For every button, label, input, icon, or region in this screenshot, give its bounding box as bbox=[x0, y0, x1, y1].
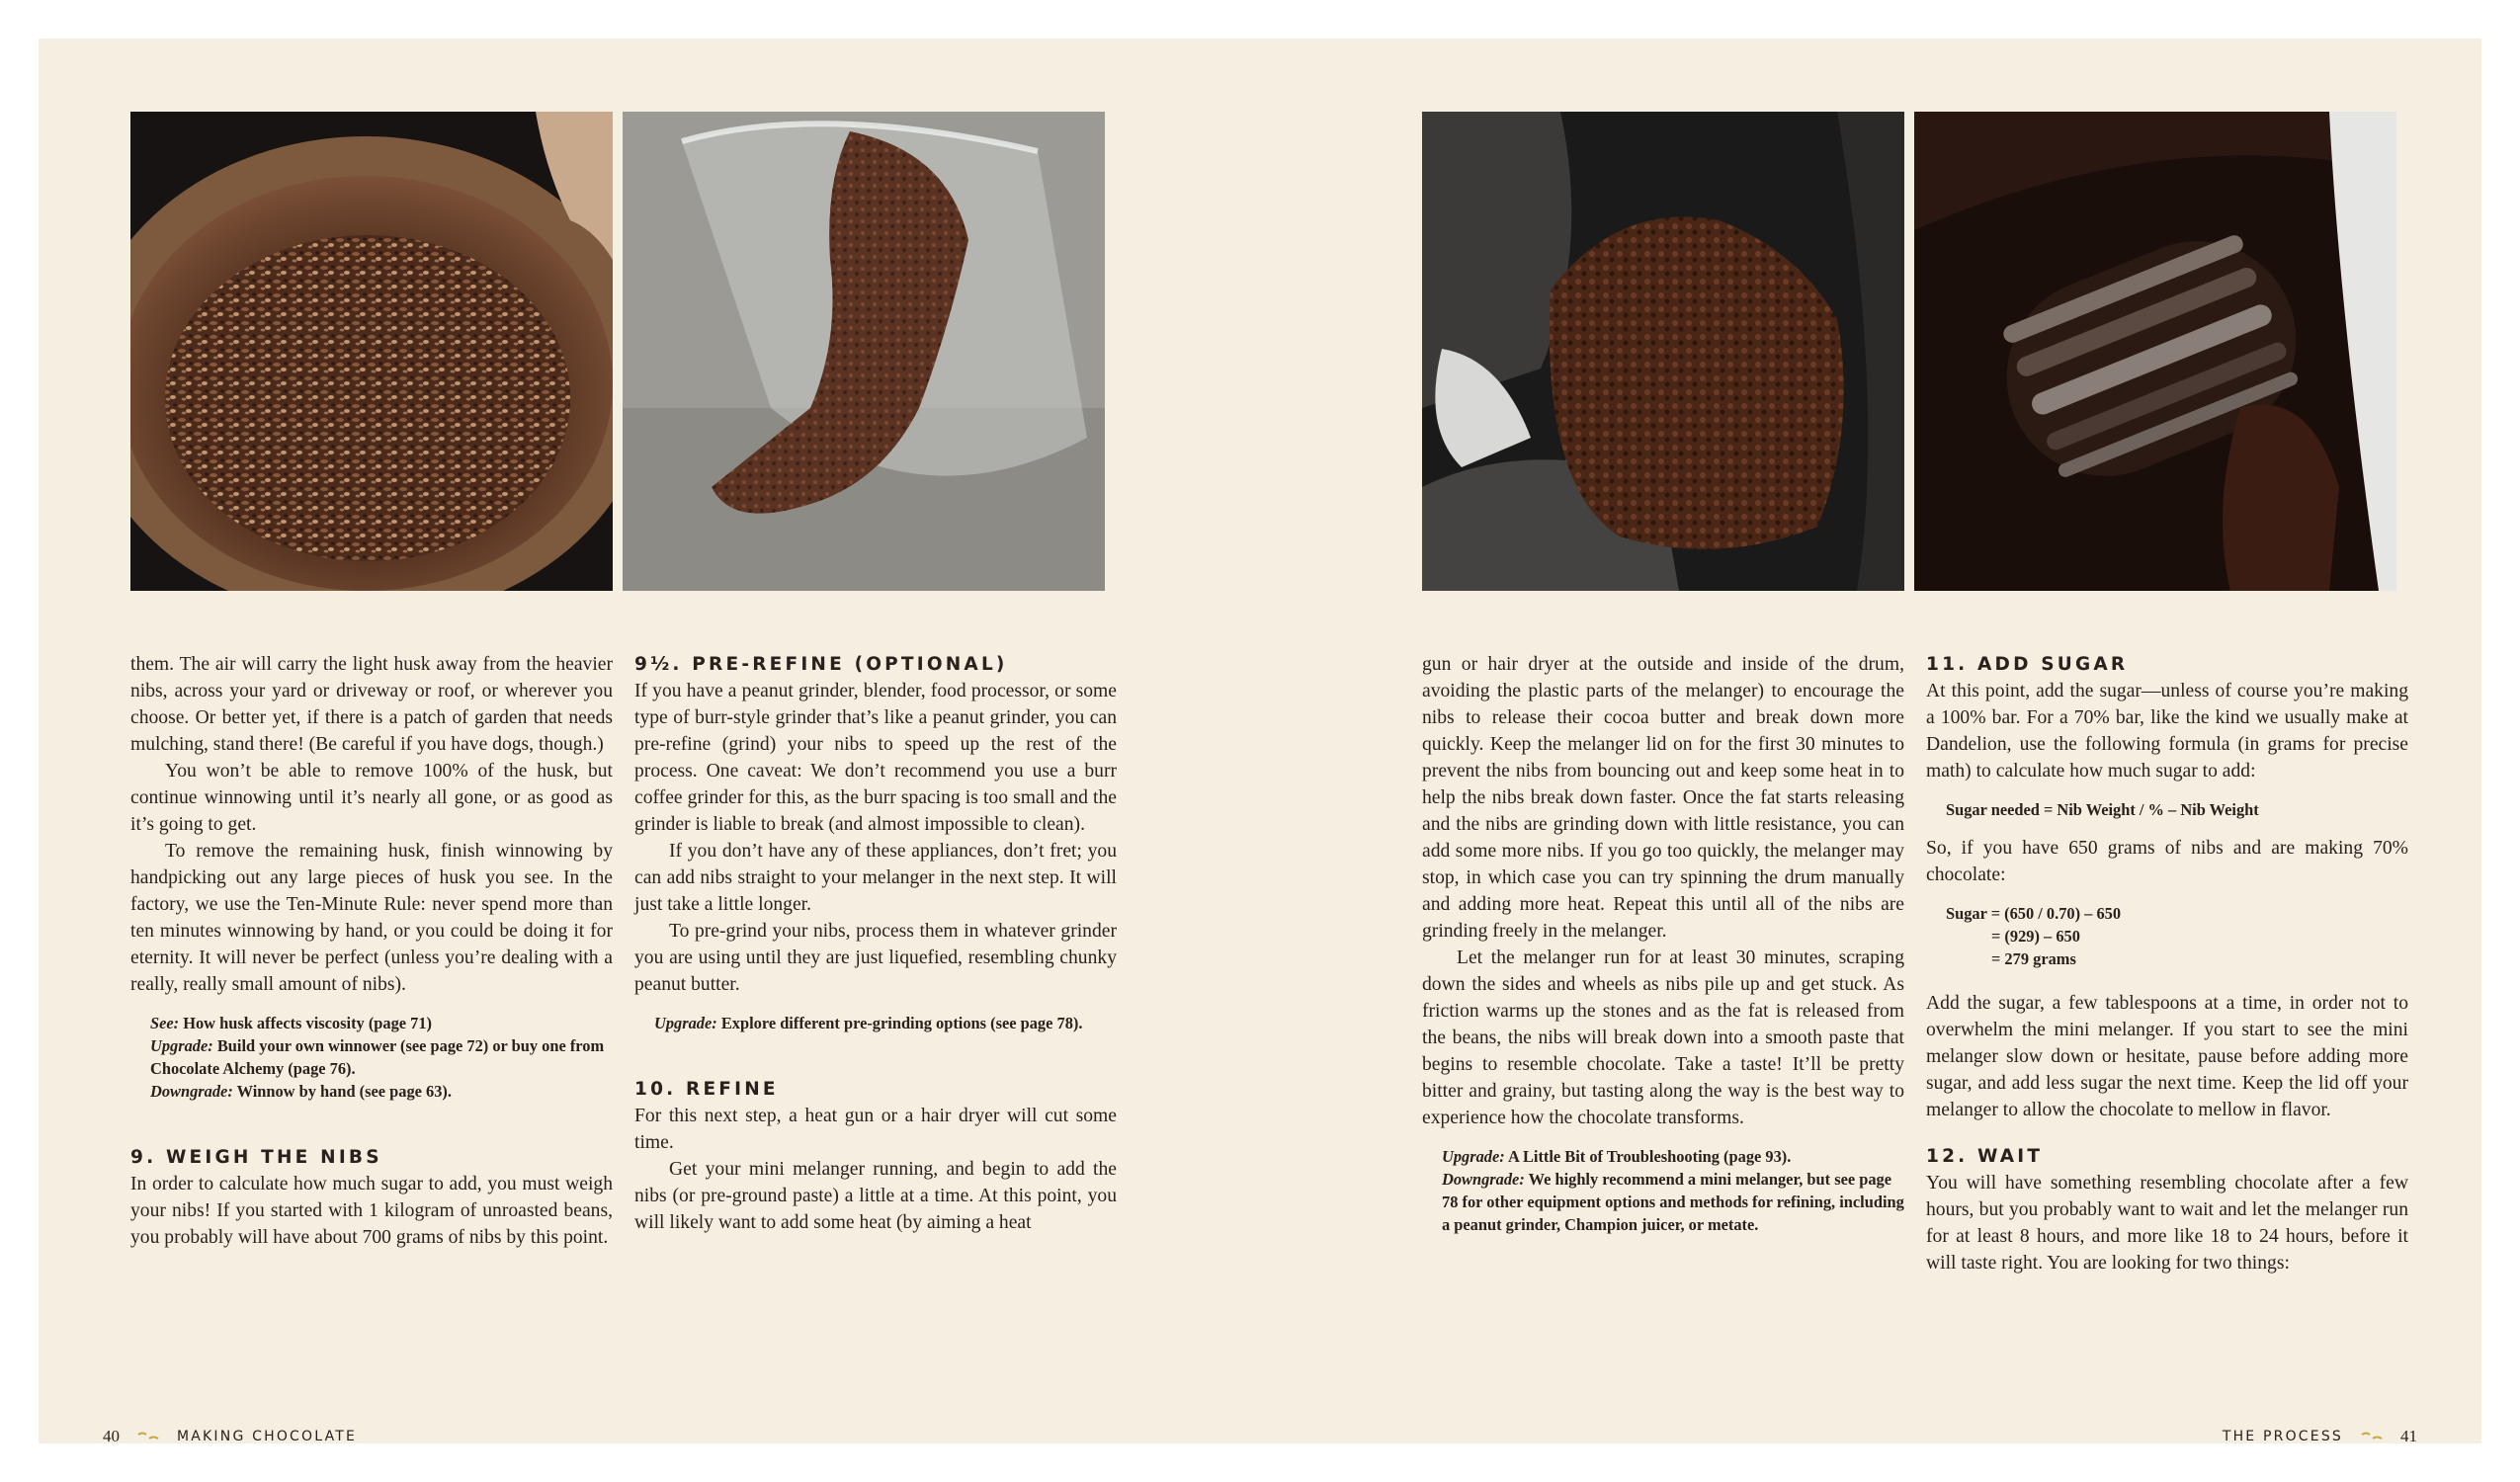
section-heading: 11. ADD SUGAR bbox=[1926, 654, 2129, 675]
note-label: Upgrade: bbox=[1442, 1147, 1505, 1166]
paragraph: In order to calculate how much sugar to add, you must weigh your nibs! If you started with 1 kilogram of unroasted beans, you probably will have about 700 grams of nibs by this point. bbox=[130, 1174, 613, 1248]
ornament-icon bbox=[137, 1432, 159, 1441]
section-heading: 9½. PRE-REFINE (OPTIONAL) bbox=[634, 654, 1008, 675]
paragraph: You will have something resembling chocolate after a few hours, but you probably want to wait and let the melanger run for at least 8 hours, and more like 18 to 24 hours, before it will taste right. You are looking for two things: bbox=[1926, 1173, 2408, 1274]
paragraph: gun or hair dryer at the outside and inside of the drum, avoiding the plastic parts of the melanger) to encourage the nibs to release their cocoa butter and break down more quickly. Keep the melanger lid on for the first 30 minutes to prevent the nibs from bouncing out and keep some heat in to help the nibs break down faster. Once the fat starts releasing and the nibs are grinding down with little resistance, you can add some more nibs. If you go too quickly, the melanger may stop, in which case you can try spinning the drum manually and adding more heat. Repeat this until all of the nibs are grinding freely in the melanger. bbox=[1422, 654, 1904, 942]
note-label: Downgrade: bbox=[150, 1082, 233, 1101]
ornament-icon bbox=[2361, 1432, 2383, 1441]
paragraph: At this point, add the sugar—unless of course you’re making a 100% bar. For a 70% bar, like the kind we usually make at Dandelion, use the following formula (in grams for precise math) to calculate how much sugar to add: bbox=[1926, 681, 2408, 782]
paragraph: them. The air will carry the light husk away from the heavier nibs, across your yard or driveway or roof, or wherever you choose. Or better yet, if there is a patch of garden that needs mulching, stand there! (Be careful if you have dogs, though.) bbox=[130, 654, 613, 755]
note-text: How husk affects viscosity (page 71) bbox=[183, 1014, 433, 1032]
paragraph: Let the melanger run for at least 30 minutes, scraping down the sides and wheels as nibs pile up and get stuck. As friction warms up the stones and as the fat is released from the beans, the nibs will break down into a smooth paste that begins to resemble chocolate. Take a taste! It’ll be pretty bitter and grainy, but tasting along the way is the best way to experience how the chocolate transforms. bbox=[1422, 947, 1904, 1128]
footer-right bbox=[2223, 1427, 2417, 1446]
paragraph: Add the sugar, a few tablespoons at a time, in order not to overwhelm the mini melanger. If you start to see the mini melanger slow down or hesitate, pause before adding more sugar, and add less sugar the next time. Keep the lid off your melanger to allow the chocolate to mellow in flavor. bbox=[1926, 993, 2408, 1120]
section-heading: 9. WEIGH THE NIBS bbox=[130, 1147, 382, 1168]
formula bbox=[1946, 798, 2408, 821]
section-heading: 12. WAIT bbox=[1926, 1146, 2044, 1167]
paragraph: If you don’t have any of these appliances, don’t fret; you can add nibs straight to your melanger in the next step. It will just take a little longer. bbox=[634, 841, 1117, 915]
formula-line: Sugar needed = Nib Weight / % – Nib Weight bbox=[1946, 800, 2259, 819]
sidenote bbox=[1442, 1145, 1904, 1236]
section-heading: 10. REFINE bbox=[634, 1079, 779, 1100]
note-text: A Little Bit of Troubleshooting (page 93). bbox=[1507, 1147, 1792, 1166]
paragraph: If you have a peanut grinder, blender, food processor, or some type of burr-style grinder that’s like a peanut grinder, you can pre-refine (grind) your nibs to speed up the rest of the process. One caveat: We don’t recommend you use a burr coffee grinder for this, as the burr spacing is too small and the grinder is liable to break (and almost impossible to clean). bbox=[634, 681, 1117, 835]
paragraph: To pre-grind your nibs, process them in whatever grinder you are using until they are just liquefied, resembling chunky peanut butter. bbox=[634, 921, 1117, 995]
photo-blender-paste bbox=[623, 112, 1105, 591]
formula-line: = 279 grams bbox=[1991, 949, 2076, 968]
column-left-1 bbox=[130, 651, 613, 1251]
note-text: We highly recommend a mini melanger, but see page 78 for other equipment options and methods for refining, including a peanut grinder, Champion juicer, or metate. bbox=[1442, 1170, 1904, 1234]
paragraph: So, if you have 650 grams of nibs and are making 70% chocolate: bbox=[1926, 838, 2408, 885]
page-number: 41 bbox=[2400, 1427, 2417, 1445]
photo-husk-bowl bbox=[130, 112, 613, 591]
paragraph: For this next step, a heat gun or a hair dryer will cut some time. bbox=[634, 1106, 1117, 1153]
photo-melanger-drum bbox=[1914, 112, 2396, 591]
running-head: THE PROCESS bbox=[2222, 1429, 2343, 1444]
page-number: 40 bbox=[103, 1427, 120, 1445]
column-left-2 bbox=[634, 651, 1117, 1236]
paragraph: You won’t be able to remove 100% of the husk, but continue winnowing until it’s nearly all gone, or as good as it’s going to get. bbox=[130, 761, 613, 835]
note-label: Downgrade: bbox=[1442, 1170, 1525, 1189]
note-label: Upgrade: bbox=[654, 1014, 717, 1032]
paragraph: Get your mini melanger running, and begin to add the nibs (or pre-ground paste) a little at a time. At this point, you will likely want to add some heat (by aiming a heat bbox=[634, 1159, 1117, 1233]
sidenote bbox=[654, 1012, 1117, 1034]
formula-line: = (929) – 650 bbox=[1991, 927, 2080, 946]
column-right-1 bbox=[1422, 651, 1904, 1236]
footer-left bbox=[103, 1427, 357, 1446]
note-label: See: bbox=[150, 1014, 180, 1032]
paragraph: To remove the remaining husk, finish winnowing by handpicking out any large pieces of husk you see. In the factory, we use the Ten-Minute Rule: never spend more than ten minutes winnowing by hand, or you could be doing it for eternity. It will never be perfect (unless you’re dealing with a really, really small amount of nibs). bbox=[130, 841, 613, 995]
photo-melanger-paste bbox=[1422, 112, 1904, 591]
note-text: Winnow by hand (see page 63). bbox=[236, 1082, 452, 1101]
book-spread bbox=[39, 39, 2481, 1443]
formula-line: Sugar = (650 / 0.70) – 650 bbox=[1946, 904, 2122, 923]
column-right-2 bbox=[1926, 651, 2408, 1276]
note-text: Build your own winnower (see page 72) or buy one from Chocolate Alchemy (page 76). bbox=[150, 1036, 605, 1078]
note-label: Upgrade: bbox=[150, 1036, 213, 1055]
note-text: Explore different pre-grinding options (see page 78). bbox=[720, 1014, 1083, 1032]
running-head: MAKING CHOCOLATE bbox=[177, 1429, 358, 1444]
sidenote bbox=[150, 1012, 613, 1103]
formula bbox=[1946, 902, 2408, 970]
